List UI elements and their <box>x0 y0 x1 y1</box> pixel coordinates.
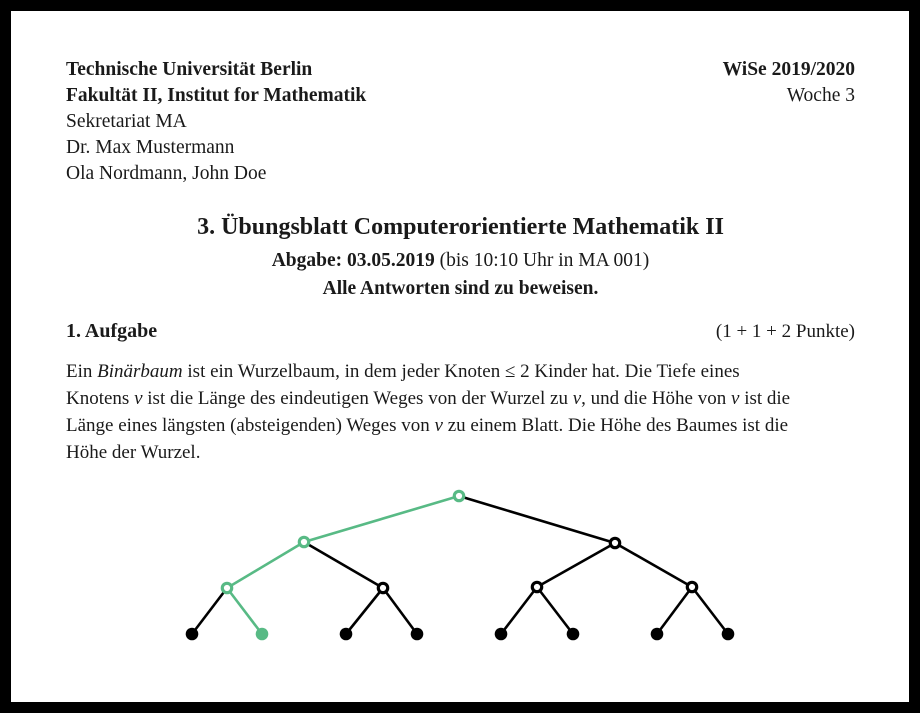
tree-edge-ll-llr <box>227 588 262 634</box>
text-segment: , und die Höhe von <box>581 388 731 409</box>
semester-label: WiSe 2019/2020 <box>722 59 855 80</box>
tree-edge-root-l <box>304 496 459 542</box>
tree-edge-r-rr <box>615 543 692 587</box>
deadline-date: Abgabe: 03.05.2019 <box>271 250 435 271</box>
paragraph-line <box>66 358 855 385</box>
binary-tree-figure <box>150 478 790 653</box>
paragraph-line <box>66 385 855 412</box>
text-segment: Höhe der Wurzel. <box>66 442 201 463</box>
tree-node-lrr <box>411 628 424 641</box>
tree-node-lr <box>378 583 387 592</box>
page-content <box>11 11 909 702</box>
week-label: Woche 3 <box>786 85 855 106</box>
italic-term: v <box>731 388 740 409</box>
header <box>66 57 855 187</box>
text-segment: ist die <box>739 388 791 409</box>
deadline-details: (bis 10:10 Uhr in MA 001) <box>434 250 650 271</box>
header-left-block <box>66 57 366 187</box>
secretariat-line: Sekretariat MA <box>66 111 187 132</box>
text-segment: ist die Länge des eindeutigen Weges von der Wurzel zu <box>142 388 573 409</box>
tree-node-llr <box>256 628 269 641</box>
assistants-line: Ola Nordmann, John Doe <box>66 163 267 184</box>
text-segment: ist ein Wurzelbaum, in dem jeder Knoten ≤ 2 Kinder hat. Die Tiefe eines <box>182 361 740 382</box>
tree-node-lrl <box>340 628 353 641</box>
title-block <box>66 211 855 303</box>
faculty-line: Fakultät II, Institut for Mathematik <box>66 85 367 106</box>
tree-edge-l-lr <box>304 542 383 588</box>
tree-edge-rl-rll <box>501 587 537 634</box>
tree-node-root <box>454 491 463 500</box>
tree-edge-root-r <box>459 496 615 543</box>
tree-node-rll <box>495 628 508 641</box>
tree-edge-l-ll <box>227 542 304 588</box>
proof-notice: Alle Antworten sind zu beweisen. <box>322 278 599 299</box>
tree-edge-rr-rrr <box>692 587 728 634</box>
task-points: (1 + 1 + 2 Punkte) <box>715 321 855 342</box>
italic-term: Binärbaum <box>97 361 183 382</box>
tree-edge-lr-lrl <box>346 588 383 634</box>
tree-node-l <box>299 537 308 546</box>
lecturer-line: Dr. Max Mustermann <box>66 137 235 158</box>
task-row <box>66 317 855 346</box>
text-segment: Länge eines längsten (absteigenden) Weges von <box>66 415 435 436</box>
text-segment: Ein <box>66 361 98 382</box>
tree-edge-r-rl <box>537 543 615 587</box>
paragraph-line <box>66 412 855 439</box>
tree-edge-lr-lrr <box>383 588 417 634</box>
university-name: Technische Universität Berlin <box>66 59 313 80</box>
task-paragraph <box>66 358 855 466</box>
tree-node-rrl <box>651 628 664 641</box>
tree-edge-ll-lll <box>192 588 227 634</box>
tree-node-r <box>610 538 619 547</box>
italic-term: v <box>434 415 443 436</box>
tree-edge-rl-rlr <box>537 587 573 634</box>
italic-term: v <box>134 388 143 409</box>
paragraph-line <box>66 439 855 466</box>
deadline-line <box>66 247 855 275</box>
tree-node-rlr <box>567 628 580 641</box>
tree-node-rrr <box>722 628 735 641</box>
task-heading: 1. Aufgabe <box>66 320 158 342</box>
tree-node-rl <box>532 582 541 591</box>
header-right-block <box>723 57 855 109</box>
tree-edge-rr-rrl <box>657 587 692 634</box>
tree-node-lll <box>186 628 199 641</box>
sheet-title: 3. Übungsblatt Computerorientierte Mathematik II <box>197 214 724 240</box>
tree-node-rr <box>687 582 696 591</box>
italic-term: v <box>572 388 582 409</box>
text-segment: zu einem Blatt. Die Höhe des Baumes ist die <box>442 415 789 436</box>
text-segment: Knotens <box>66 388 135 409</box>
tree-node-ll <box>222 583 231 592</box>
